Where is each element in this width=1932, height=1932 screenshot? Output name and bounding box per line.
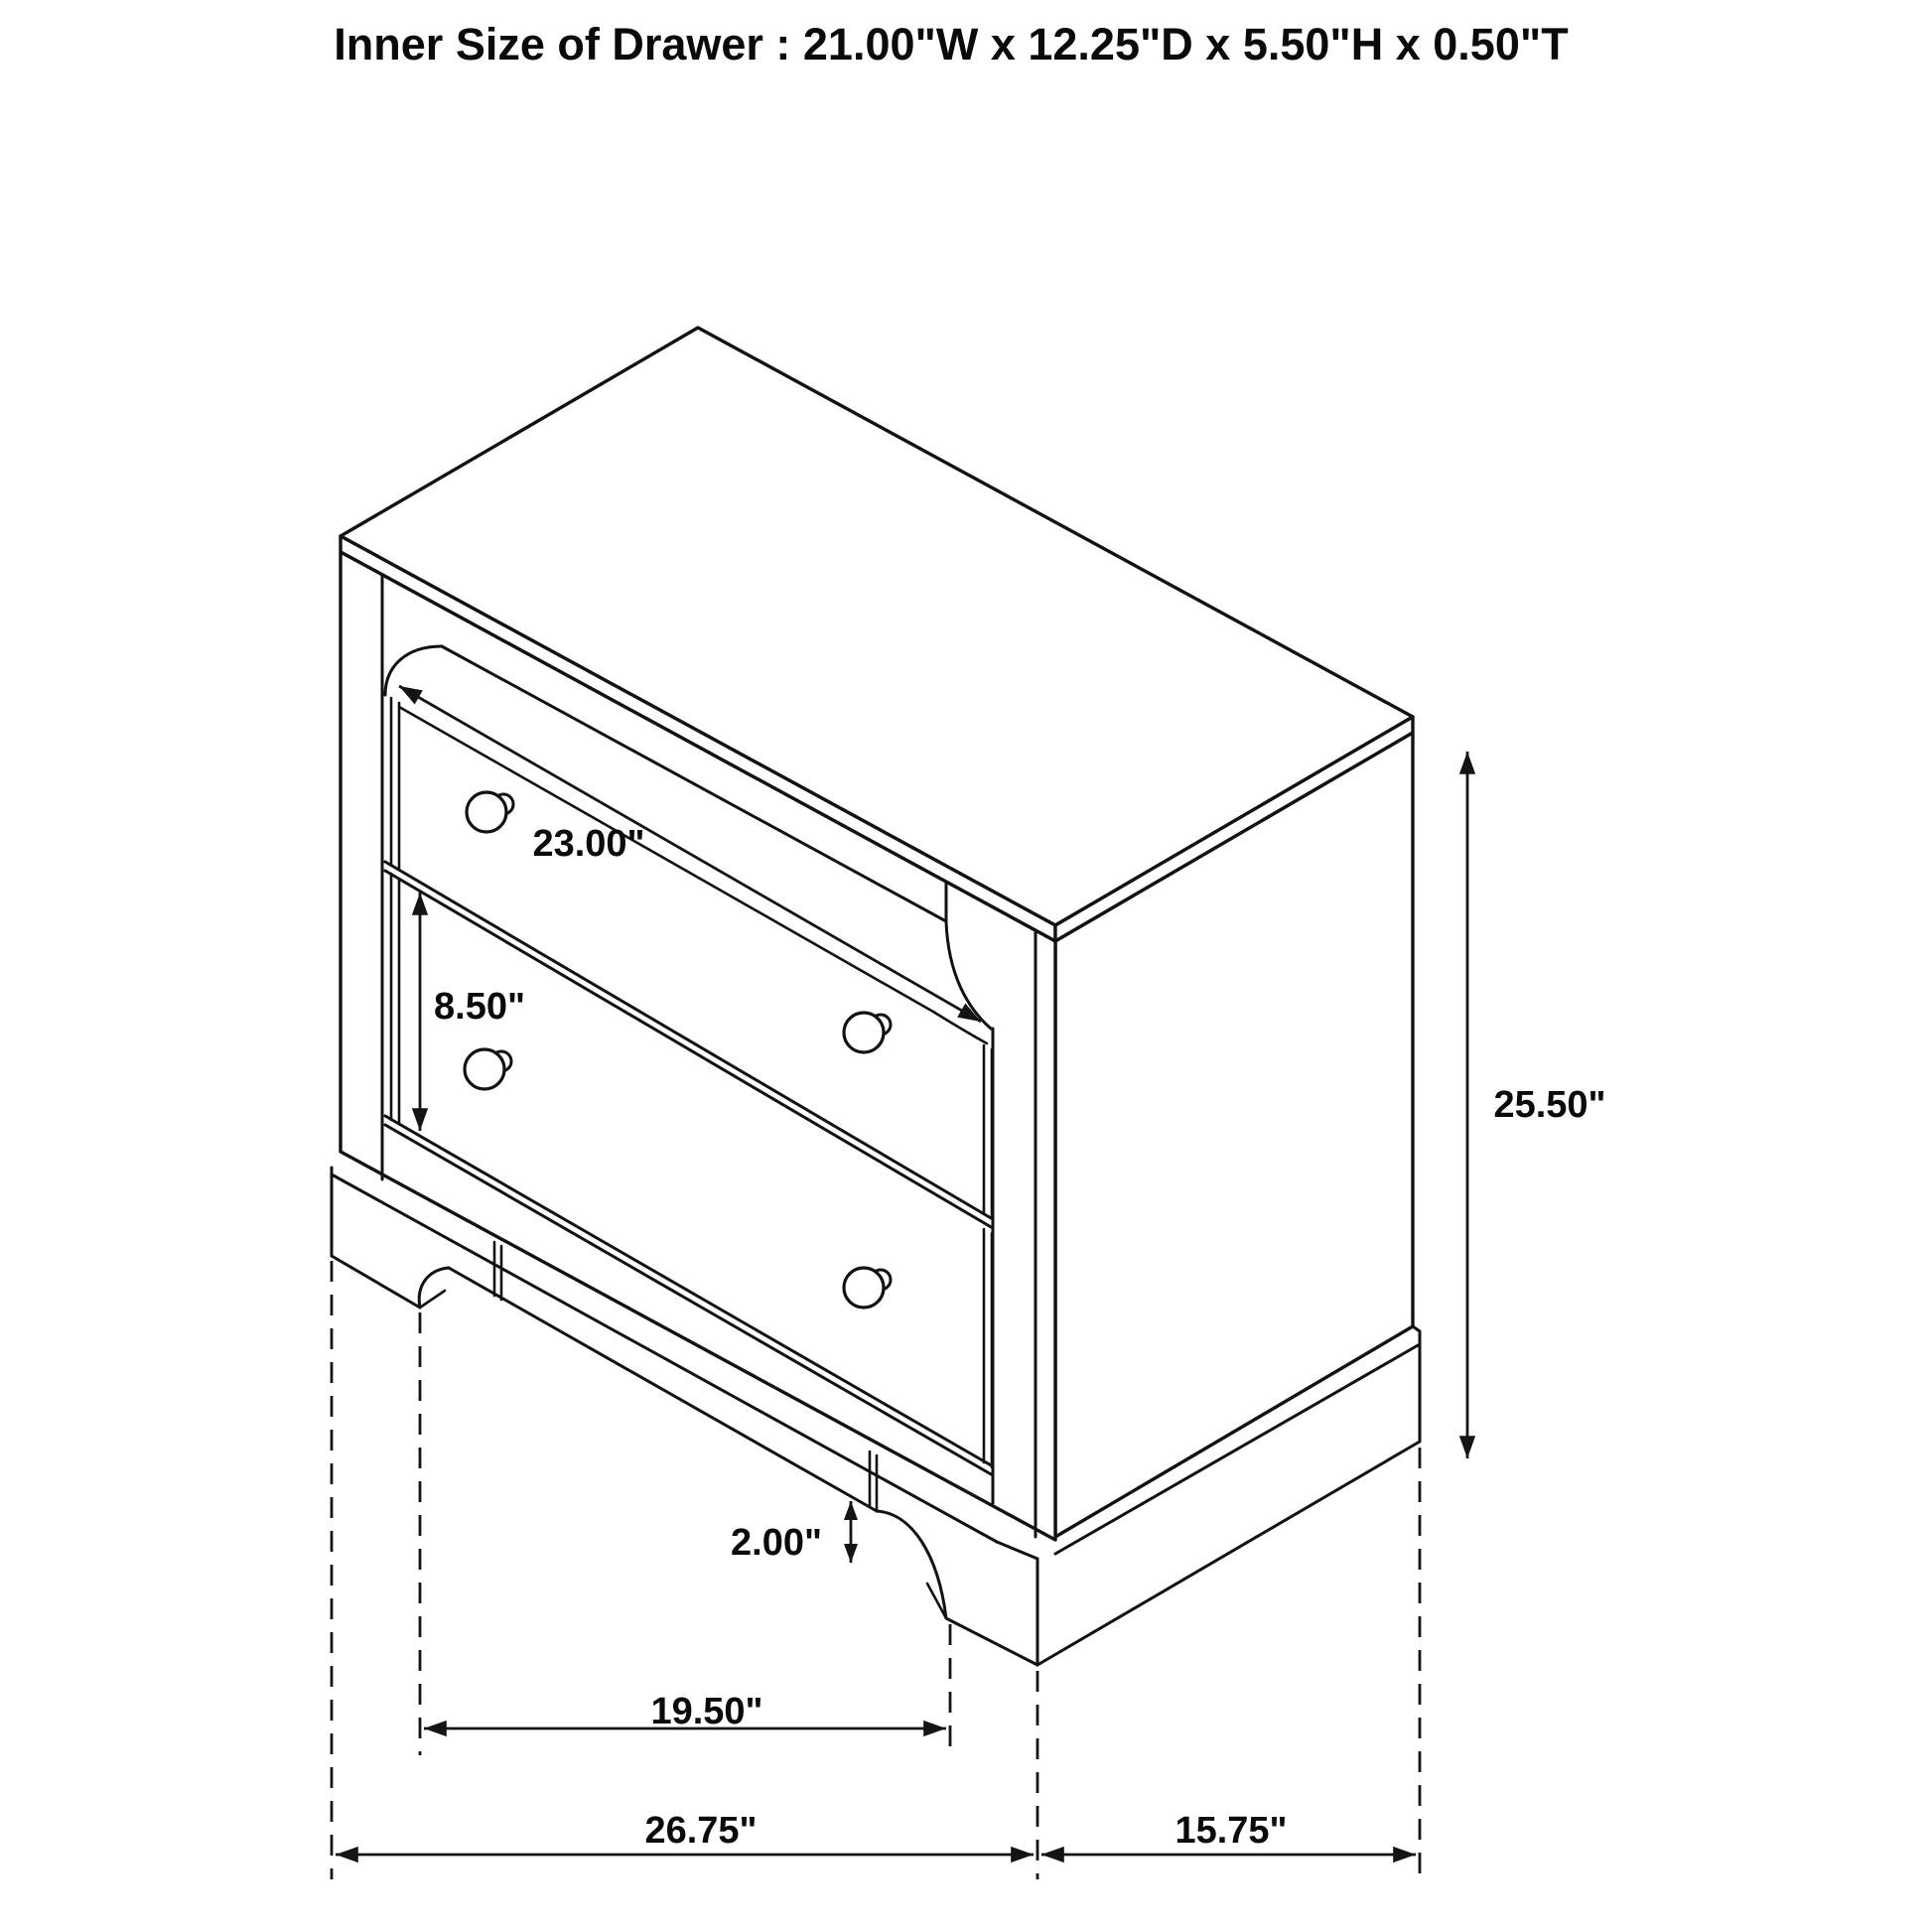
- dim-label-overall-width: 26.75": [644, 1810, 758, 1852]
- dim-label-feet-span: 19.50": [650, 1691, 763, 1732]
- dim-label-overall-height: 25.50": [1493, 1084, 1606, 1126]
- dim-overall-height: [1467, 752, 1606, 1458]
- dim-label-base-height: 2.00": [731, 1522, 822, 1564]
- dim-label-opening-width: 23.00": [532, 823, 645, 865]
- cabinet-case: [341, 328, 1413, 1540]
- dim-label-drawer-front-height: 8.50": [434, 986, 525, 1028]
- dim-overall-width: [336, 1810, 1034, 1855]
- dim-label-overall-depth: 15.75": [1174, 1810, 1288, 1852]
- dim-feet-span: [424, 1691, 946, 1732]
- page-title: Inner Size of Drawer : 21.00"W x 12.25"D x 5.50"H x 0.50"T: [334, 19, 1569, 69]
- dim-base-height: [731, 1501, 851, 1564]
- dim-overall-depth: [1041, 1810, 1416, 1855]
